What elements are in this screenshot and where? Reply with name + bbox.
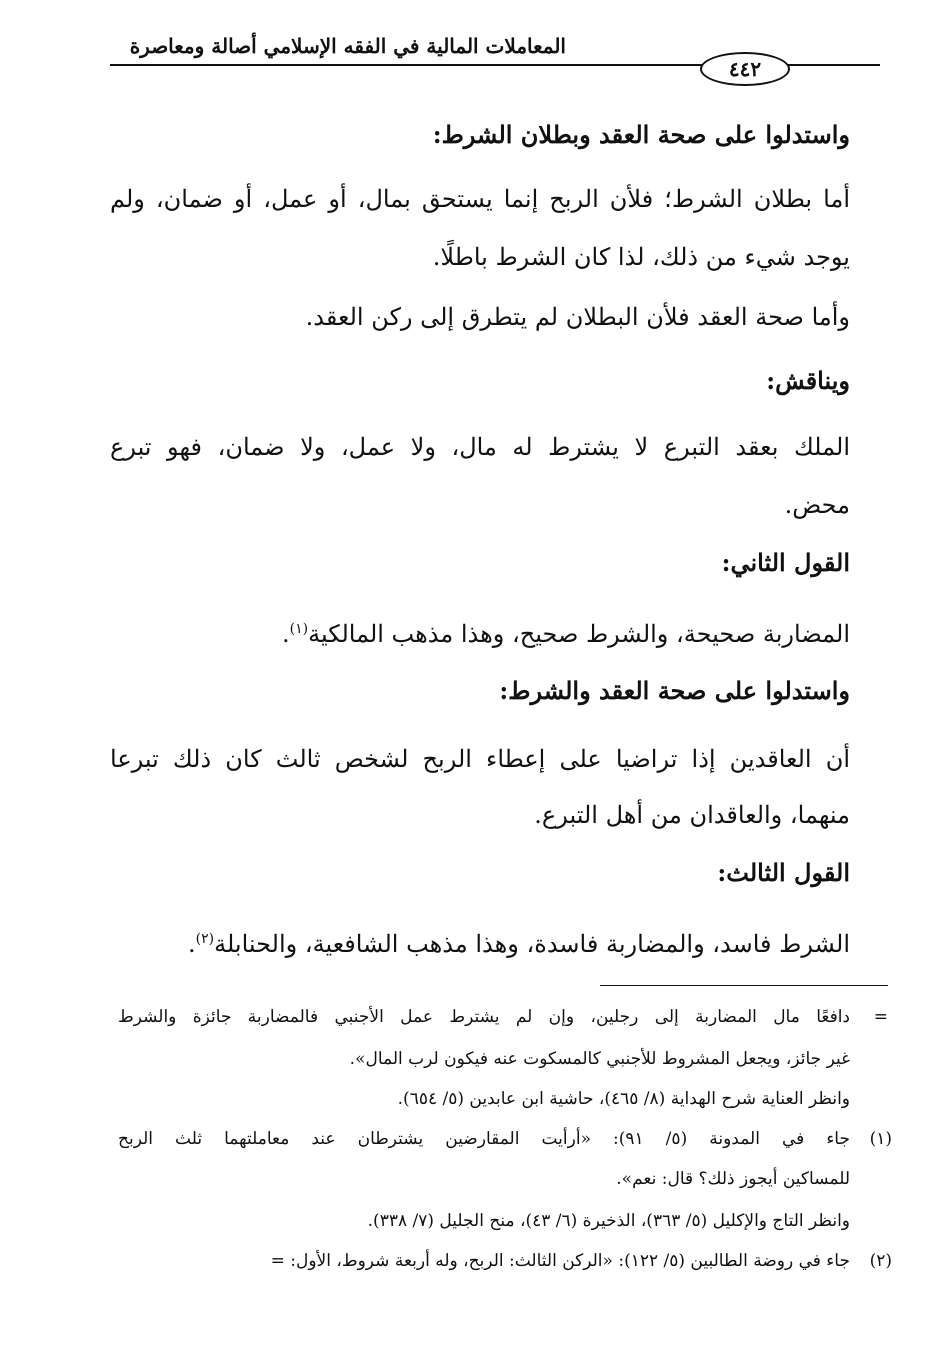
- footnote-marker-2: (٢): [195, 931, 215, 947]
- body-line-with-footnote: [188, 922, 850, 961]
- body-line-text: المضاربة صحيحة، والشرط صحيح، وهذا مذهب المالكية: [308, 620, 850, 648]
- footnote-separator: [600, 985, 888, 986]
- body-line-text: الشرط فاسد، والمضاربة فاسدة، وهذا مذهب الشافعية، والحنابلة: [214, 930, 850, 958]
- footnote-line: وانظر العناية شرح الهداية (٨/ ٤٦٥)، حاشية ابن عابدين (٥/ ٦٥٤).: [397, 1089, 850, 1109]
- footnote-line: جاء في المدونة (٥/ ٩١): «أرأيت المقارضين يشترطان عند معاملتهما ثلث الربح: [118, 1129, 850, 1149]
- footnote-continuation-mark: =: [873, 1007, 888, 1027]
- period: .: [281, 620, 290, 648]
- footnote-label-2: (٢): [869, 1251, 892, 1271]
- body-heading: القول الثاني:: [721, 548, 850, 577]
- footnote-line: للمساكين أيجوز ذلك؟ قال: نعم».: [616, 1169, 850, 1189]
- body-line: أما بطلان الشرط؛ فلأن الربح إنما يستحق بمال، أو عمل، أو ضمان، ولم: [110, 185, 850, 213]
- body-heading: ويناقش:: [766, 366, 850, 395]
- body-line: الملك بعقد التبرع لا يشترط له مال، ولا عمل، ولا ضمان، فهو تبرع: [110, 433, 850, 461]
- body-heading: واستدلوا على صحة العقد والشرط:: [499, 676, 850, 705]
- body-line-with-footnote: [282, 612, 850, 651]
- body-line: محض.: [784, 491, 850, 519]
- body-heading: القول الثالث:: [717, 858, 850, 887]
- footnote-label-1: (١): [869, 1129, 892, 1149]
- footnote-line: وانظر التاج والإكليل (٥/ ٣٦٣)، الذخيرة (٦/ ٤٣)، منح الجليل (٧/ ٣٣٨).: [367, 1211, 850, 1231]
- footnote-line: غير جائز، ويجعل المشروط للأجنبي كالمسكوت عنه فيكون لرب المال».: [349, 1049, 850, 1069]
- page-number: ٤٤٢: [700, 52, 790, 86]
- running-header-title: المعاملات المالية في الفقه الإسلامي أصالة ومعاصرة: [129, 34, 566, 58]
- period: .: [187, 930, 196, 958]
- footnote-line: دافعًا مال المضاربة إلى رجلين، وإن لم يشترط عمل الأجنبي فالمضاربة جائزة والشرط: [118, 1007, 850, 1027]
- body-line: منهما، والعاقدان من أهل التبرع.: [534, 801, 850, 829]
- footnote-line: جاء في روضة الطالبين (٥/ ١٢٢): «الركن الثالث: الربح، وله أربعة شروط، الأول: =: [270, 1251, 850, 1271]
- body-line: أن العاقدين إذا تراضيا على إعطاء الربح لشخص ثالث كان ذلك تبرعا: [110, 745, 850, 773]
- footnote-marker-1: (١): [289, 621, 309, 637]
- body-line: يوجد شيء من ذلك، لذا كان الشرط باطلًا.: [432, 243, 850, 271]
- body-heading: واستدلوا على صحة العقد وبطلان الشرط:: [432, 120, 850, 149]
- body-line: وأما صحة العقد فلأن البطلان لم يتطرق إلى ركن العقد.: [305, 303, 850, 331]
